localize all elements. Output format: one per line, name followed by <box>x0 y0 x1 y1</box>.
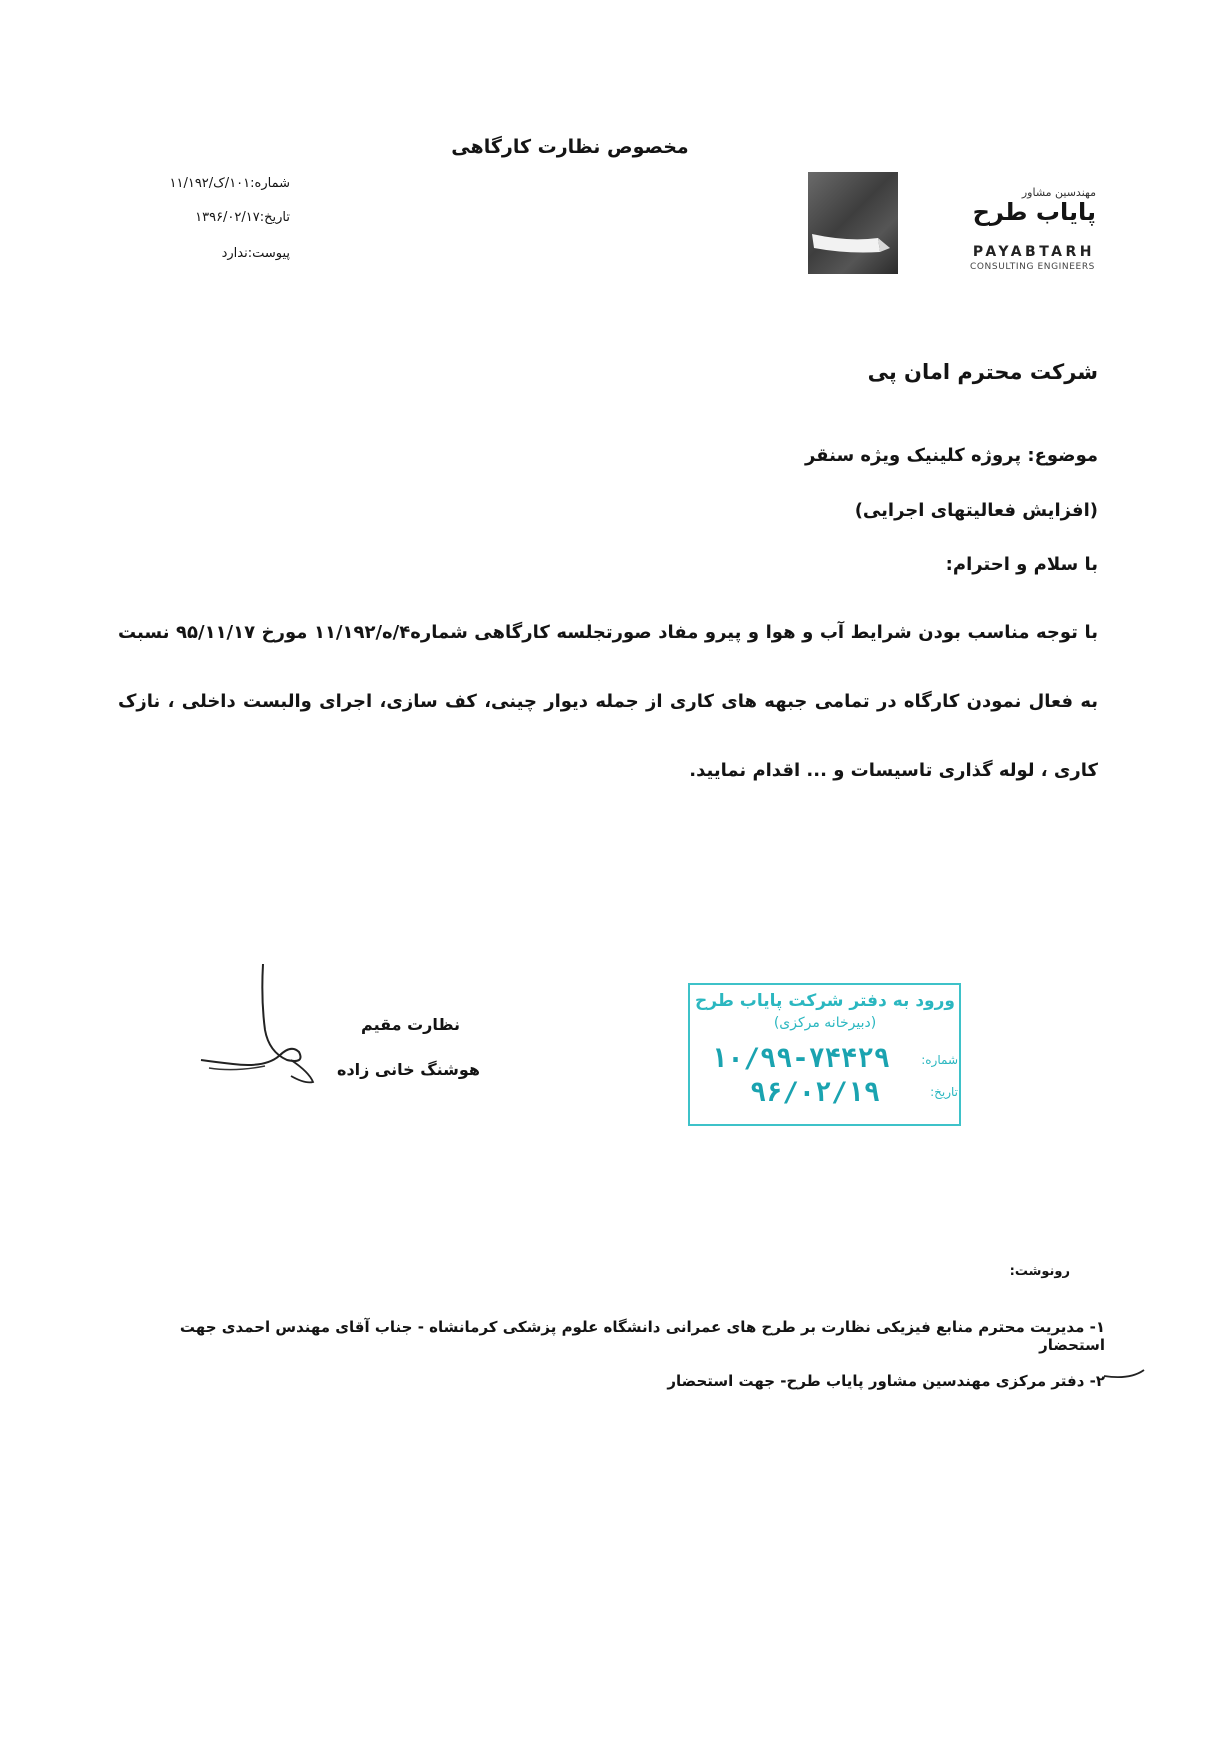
reference-attachment: پیوست:ندارد <box>221 246 290 261</box>
subject: موضوع: پروژه کلینیک ویژه سنقر <box>804 445 1098 466</box>
handwritten-signature <box>195 960 325 1100</box>
letter-paragraph: با توجه مناسب بودن شرایط آب و هوا و پیرو مفاد صورتجلسه کارگاهی شماره۴/ه/۱۱/۱۹۲ مورخ ۹۵/۱۱/۱۷ نسبت به فعال نمودن کارگاه در تمامی جبهه های کاری از جمله دیوار چینی، کف سازی، اجرای والبست داخلی ، نازک کاری ، لوله گذاری تاسیسات و ... اقدام نمایید. <box>118 622 1098 781</box>
reference-date: تاریخ:۱۳۹۶/۰۲/۱۷ <box>195 210 290 225</box>
subject-detail: (افزایش فعالیتهای اجرایی) <box>854 500 1098 521</box>
company-logo-mark <box>808 172 898 274</box>
logo-swoosh-icon <box>808 172 898 274</box>
reference-number: شماره:۱۰۱/ک/۱۱/۱۹۲ <box>169 176 290 191</box>
signatory-name: هوشنگ خانی زاده <box>337 1060 480 1079</box>
greeting: با سلام و احترام: <box>945 554 1098 575</box>
signatory-title: نظارت مقیم <box>361 1015 460 1034</box>
logo-name-persian: پایاب طرح <box>972 198 1096 226</box>
stamp-subheading: (دبیرخانه مرکزی) <box>773 1015 877 1031</box>
recipient: شرکت محترم امان پی <box>867 360 1098 384</box>
logo-subtitle-persian: مهندسین مشاور <box>1021 186 1096 199</box>
stamp-number-label: شماره: <box>921 1053 958 1067</box>
logo-name-latin: PAYABTARH <box>972 244 1095 260</box>
stamp-date-label: تاریخ: <box>930 1085 958 1099</box>
cc-item: ۱- مدیریت محترم منابع فیزیکی نظارت بر طرح های عمرانی دانشگاه علوم پزشکی کرمانشاه - جناب آقای مهندس احمدی جهت استحضار <box>179 1318 1105 1354</box>
stamp-heading: ورود به دفتر شرکت پایاب طرح <box>695 991 955 1011</box>
cc-heading: رونوشت: <box>1009 1264 1070 1279</box>
logo-subtitle-latin: CONSULTING ENGINEERS <box>969 262 1095 272</box>
document-title: مخصوص نظارت کارگاهی <box>451 136 689 158</box>
cc-item: ۲- دفتر مرکزی مهندسین مشاور پایاب طرح- جهت استحضار <box>667 1372 1105 1390</box>
registry-stamp <box>688 983 961 1126</box>
handwritten-tick-icon <box>1100 1366 1146 1388</box>
stamp-number-value: ۱۰/۹۹-۷۴۴۲۹ <box>711 1043 890 1074</box>
stamp-date-value: ۹۶/۰۲/۱۹ <box>749 1077 881 1108</box>
